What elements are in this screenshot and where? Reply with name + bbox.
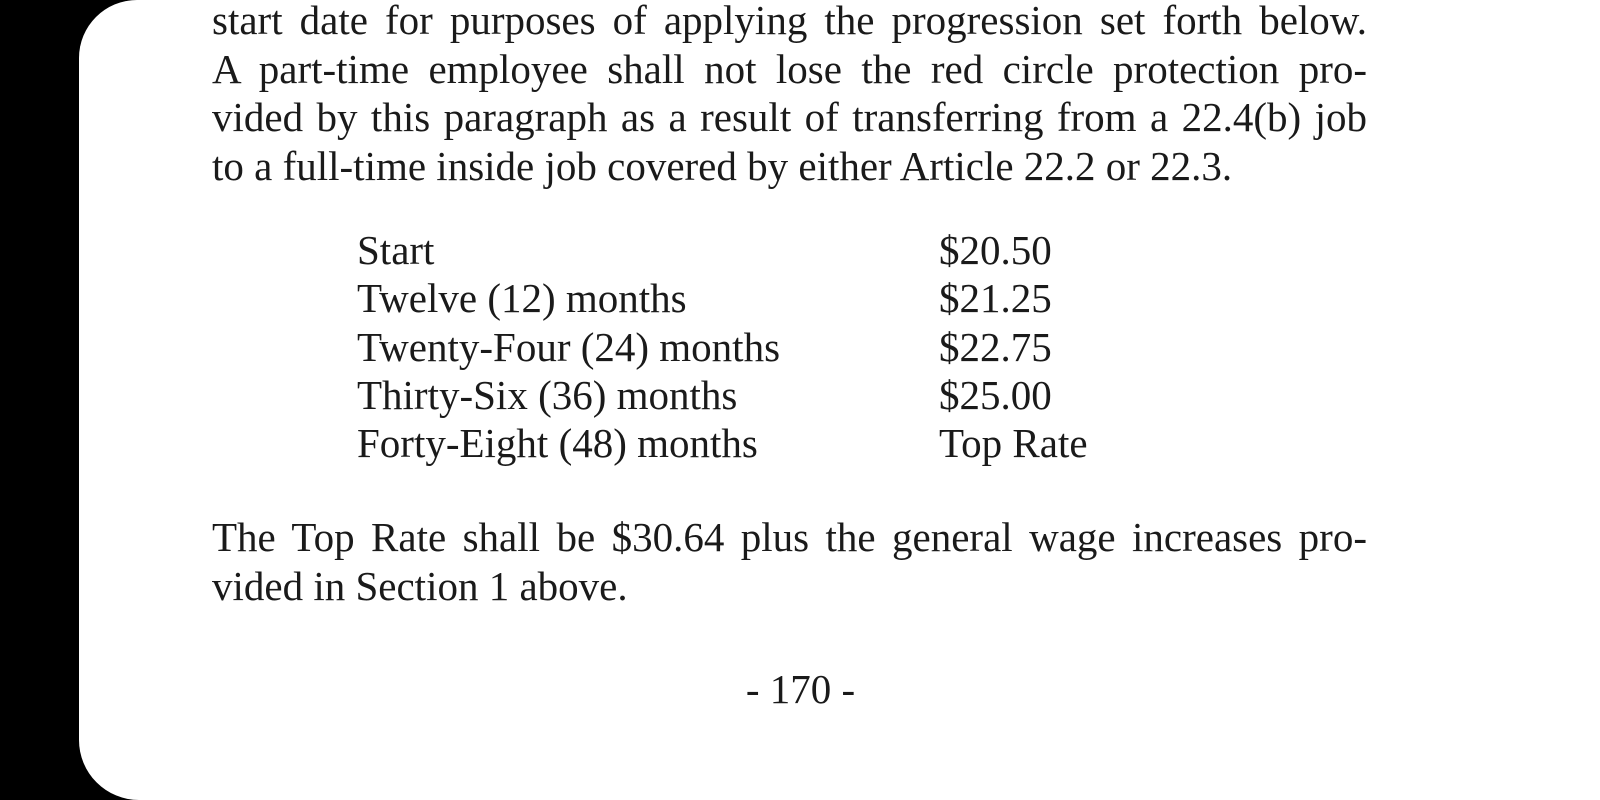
paragraph-line: start date for purposes of applying the progression set forth below.: [212, 0, 1367, 43]
paragraph-line: to a full-time inside job covered by either Article 22.2 or 22.3.: [212, 142, 1233, 189]
step-rate: Top Rate: [939, 420, 1088, 467]
paragraph-line: A part-time employee shall not lose the red circle protection pro-: [212, 45, 1367, 92]
step-label: Twenty-Four (24) months: [357, 323, 781, 370]
step-label: Twelve (12) months: [357, 275, 687, 322]
step-label: Start: [357, 227, 435, 273]
step-rate: $20.50: [939, 227, 1052, 273]
step-rate: $25.00: [939, 371, 1052, 418]
step-rate: $21.25: [939, 275, 1052, 322]
page-number: - 170 -: [745, 666, 856, 712]
paragraph-red-circle-protection: [212, 0, 1367, 190]
paragraph-line: vided by this paragraph as a result of transferring from a 22.4(b) job: [212, 94, 1367, 140]
document-page: [79, 0, 1600, 800]
paragraph-line: The Top Rate shall be $30.64 plus the general wage increases pro-: [212, 514, 1367, 560]
step-label: Forty-Eight (48) months: [357, 420, 758, 467]
paragraph-top-rate: [212, 513, 1367, 610]
paragraph-line: vided in Section 1 above.: [212, 562, 628, 609]
step-rate: $22.75: [939, 323, 1052, 370]
step-label: Thirty-Six (36) months: [357, 371, 738, 418]
